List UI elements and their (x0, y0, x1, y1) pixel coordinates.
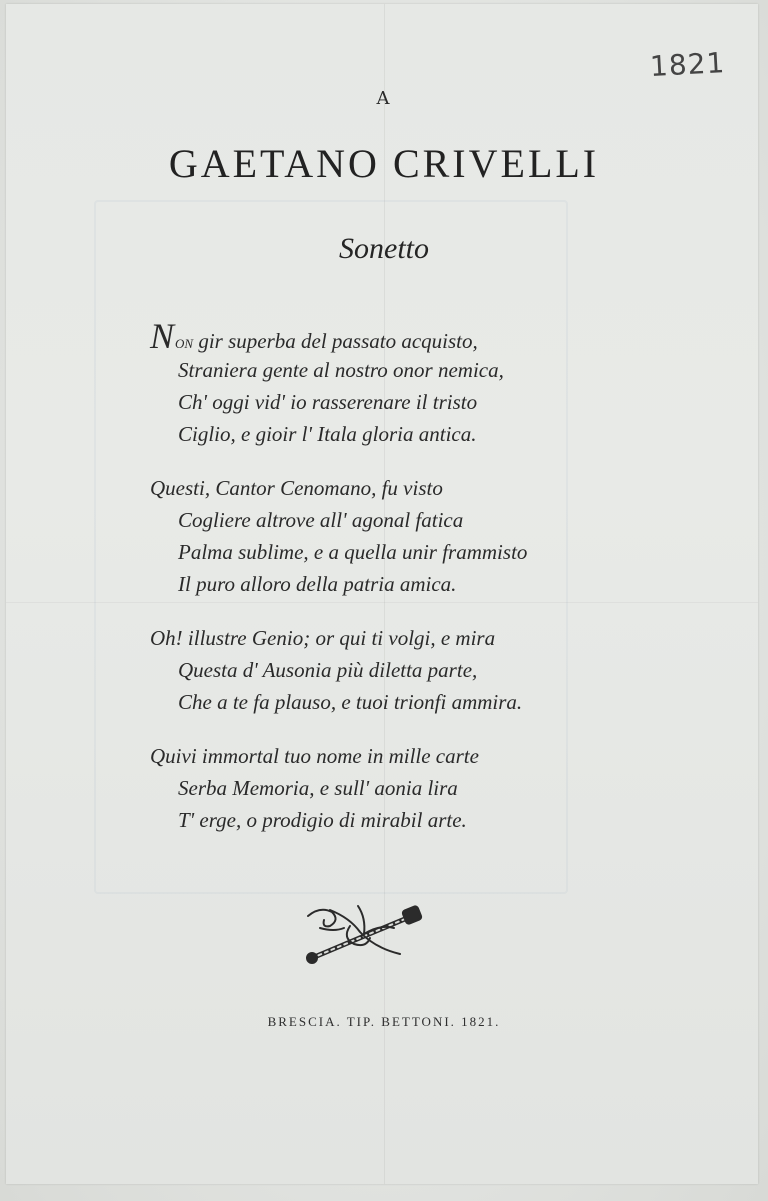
poem-line-3: Ch' oggi vid' io rasserenare il tristo (178, 390, 478, 414)
stanza-2 (150, 472, 620, 600)
poem-line-5: Questi, Cantor Cenomano, fu visto (150, 476, 443, 500)
small-caps-letters: ON (175, 336, 194, 351)
poem-line-2: Straniera gente al nostro onor nemica, (178, 358, 504, 382)
stanza-1 (150, 316, 620, 450)
poem-line-9: Oh! illustre Genio; or qui ti volgi, e mira (150, 626, 496, 650)
poem-line-12: Quivi immortal tuo nome in mille carte (150, 744, 479, 768)
first-line-text: gir superba del passato acquisto, (193, 329, 478, 353)
stanza-3 (150, 622, 620, 718)
subtitle: Sonetto (339, 232, 429, 265)
poem-line-11: Che a te fa plauso, e tuoi trionfi ammira. (178, 690, 523, 714)
poem-line-7: Palma sublime, e a quella unir frammisto (178, 540, 528, 564)
poem-line-8: Il puro alloro della patria amica. (178, 572, 457, 596)
poem-line-13: Serba Memoria, e sull' aonia lira (178, 776, 458, 800)
dedication: A (376, 88, 392, 109)
drop-cap-letter: N (150, 316, 175, 356)
poem-line-6: Cogliere altrove all' agonal fatica (178, 508, 464, 532)
page-title: GAETANO CRIVELLI (168, 141, 600, 186)
poem-line-1 (150, 316, 620, 356)
stanza-4 (150, 740, 620, 836)
poem-line-4: Ciglio, e gioir l' Itala gloria antica. (178, 422, 477, 446)
poem-line-10: Questa d' Ausonia più diletta parte, (178, 658, 478, 682)
printers-ornament-icon (300, 898, 435, 968)
printer-imprint: BRESCIA. TIP. BETTONI. 1821. (267, 1014, 501, 1029)
handwritten-year-annotation: 1821 (649, 46, 727, 83)
poem-line-14: T' erge, o prodigio di mirabil arte. (178, 808, 467, 832)
sonnet-text (150, 316, 620, 858)
